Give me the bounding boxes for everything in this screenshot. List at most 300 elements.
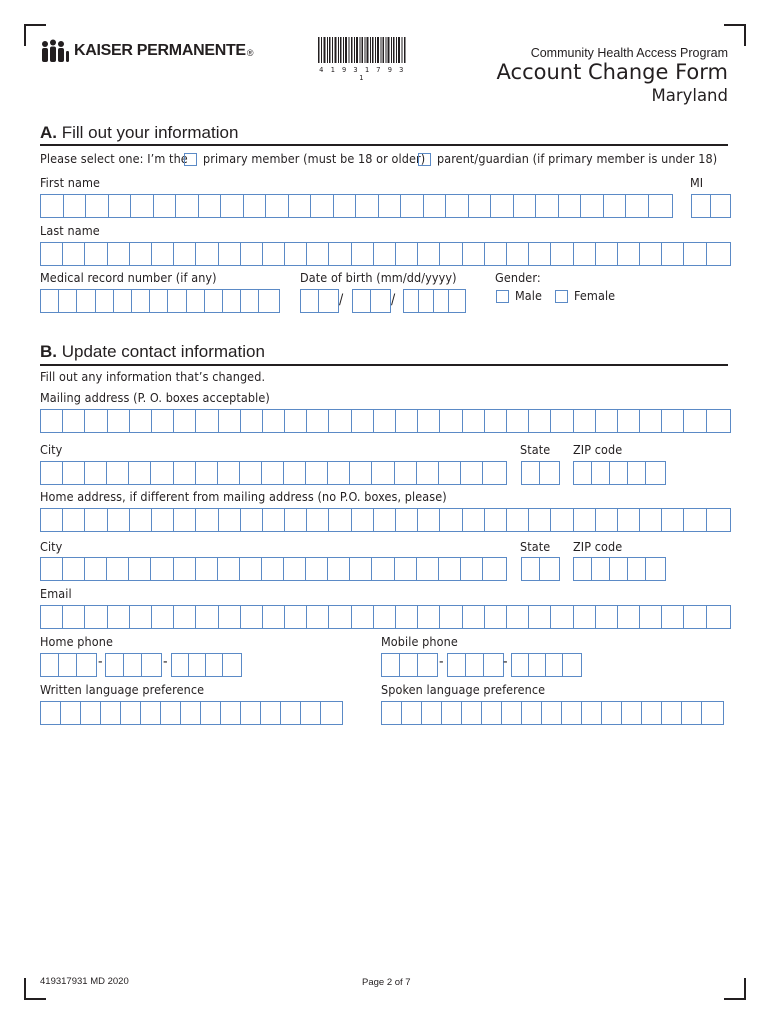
char-cell[interactable] xyxy=(289,195,312,217)
char-cell[interactable] xyxy=(241,606,263,628)
char-cell[interactable] xyxy=(618,410,640,432)
char-cell[interactable] xyxy=(285,410,307,432)
char-cell[interactable] xyxy=(540,462,558,484)
char-cell[interactable] xyxy=(461,462,483,484)
char-cell[interactable] xyxy=(485,243,507,265)
char-cell[interactable] xyxy=(307,509,329,531)
char-cell[interactable] xyxy=(41,509,63,531)
char-cell[interactable] xyxy=(461,558,483,580)
char-cell[interactable] xyxy=(417,462,439,484)
char-cell[interactable] xyxy=(109,195,132,217)
char-cell[interactable] xyxy=(196,606,218,628)
home-address-field[interactable] xyxy=(40,508,731,532)
dob-month-field[interactable] xyxy=(300,289,339,313)
char-cell[interactable] xyxy=(241,290,259,312)
char-cell[interactable] xyxy=(41,702,61,724)
char-cell[interactable] xyxy=(168,290,186,312)
char-cell[interactable] xyxy=(241,243,263,265)
char-cell[interactable] xyxy=(261,702,281,724)
char-cell[interactable] xyxy=(219,509,241,531)
state2-field[interactable] xyxy=(521,557,560,581)
mrn-field[interactable] xyxy=(40,289,280,313)
char-cell[interactable] xyxy=(206,654,223,676)
char-cell[interactable] xyxy=(463,606,485,628)
char-cell[interactable] xyxy=(596,509,618,531)
char-cell[interactable] xyxy=(262,462,284,484)
char-cell[interactable] xyxy=(152,410,174,432)
char-cell[interactable] xyxy=(374,509,396,531)
char-cell[interactable] xyxy=(63,509,85,531)
char-cell[interactable] xyxy=(507,243,529,265)
home-phone-line[interactable] xyxy=(171,653,242,677)
char-cell[interactable] xyxy=(662,702,682,724)
char-cell[interactable] xyxy=(507,509,529,531)
char-cell[interactable] xyxy=(77,290,95,312)
char-cell[interactable] xyxy=(582,702,602,724)
char-cell[interactable] xyxy=(85,509,107,531)
char-cell[interactable] xyxy=(263,509,285,531)
char-cell[interactable] xyxy=(529,243,551,265)
char-cell[interactable] xyxy=(172,654,189,676)
char-cell[interactable] xyxy=(108,606,130,628)
char-cell[interactable] xyxy=(306,462,328,484)
char-cell[interactable] xyxy=(396,509,418,531)
char-cell[interactable] xyxy=(640,410,662,432)
char-cell[interactable] xyxy=(400,654,418,676)
char-cell[interactable] xyxy=(176,195,199,217)
last-name-field[interactable] xyxy=(40,242,731,266)
char-cell[interactable] xyxy=(395,462,417,484)
char-cell[interactable] xyxy=(174,509,196,531)
char-cell[interactable] xyxy=(130,410,152,432)
char-cell[interactable] xyxy=(484,654,502,676)
char-cell[interactable] xyxy=(219,410,241,432)
char-cell[interactable] xyxy=(307,410,329,432)
char-cell[interactable] xyxy=(107,462,129,484)
char-cell[interactable] xyxy=(266,195,289,217)
city-field[interactable] xyxy=(40,461,507,485)
char-cell[interactable] xyxy=(85,462,107,484)
dob-day-field[interactable] xyxy=(352,289,391,313)
char-cell[interactable] xyxy=(662,243,684,265)
char-cell[interactable] xyxy=(396,606,418,628)
char-cell[interactable] xyxy=(196,243,218,265)
home-phone-area[interactable] xyxy=(40,653,97,677)
char-cell[interactable] xyxy=(174,243,196,265)
char-cell[interactable] xyxy=(85,606,107,628)
char-cell[interactable] xyxy=(574,462,592,484)
char-cell[interactable] xyxy=(329,606,351,628)
char-cell[interactable] xyxy=(529,509,551,531)
char-cell[interactable] xyxy=(150,290,168,312)
char-cell[interactable] xyxy=(442,702,462,724)
char-cell[interactable] xyxy=(189,654,206,676)
char-cell[interactable] xyxy=(483,558,505,580)
char-cell[interactable] xyxy=(353,290,371,312)
char-cell[interactable] xyxy=(130,243,152,265)
char-cell[interactable] xyxy=(301,290,319,312)
char-cell[interactable] xyxy=(646,558,664,580)
char-cell[interactable] xyxy=(581,195,604,217)
char-cell[interactable] xyxy=(86,195,109,217)
char-cell[interactable] xyxy=(59,654,77,676)
char-cell[interactable] xyxy=(221,195,244,217)
char-cell[interactable] xyxy=(350,462,372,484)
char-cell[interactable] xyxy=(106,654,124,676)
char-cell[interactable] xyxy=(551,243,573,265)
char-cell[interactable] xyxy=(218,558,240,580)
char-cell[interactable] xyxy=(574,410,596,432)
char-cell[interactable] xyxy=(485,606,507,628)
char-cell[interactable] xyxy=(529,410,551,432)
char-cell[interactable] xyxy=(205,290,223,312)
char-cell[interactable] xyxy=(187,290,205,312)
char-cell[interactable] xyxy=(356,195,379,217)
char-cell[interactable] xyxy=(63,558,85,580)
char-cell[interactable] xyxy=(101,702,121,724)
char-cell[interactable] xyxy=(418,606,440,628)
char-cell[interactable] xyxy=(618,606,640,628)
char-cell[interactable] xyxy=(662,509,684,531)
char-cell[interactable] xyxy=(77,654,95,676)
char-cell[interactable] xyxy=(41,243,63,265)
char-cell[interactable] xyxy=(574,243,596,265)
char-cell[interactable] xyxy=(372,558,394,580)
char-cell[interactable] xyxy=(218,462,240,484)
char-cell[interactable] xyxy=(41,410,63,432)
char-cell[interactable] xyxy=(604,195,627,217)
char-cell[interactable] xyxy=(439,558,461,580)
char-cell[interactable] xyxy=(640,606,662,628)
char-cell[interactable] xyxy=(610,558,628,580)
char-cell[interactable] xyxy=(152,509,174,531)
char-cell[interactable] xyxy=(440,410,462,432)
char-cell[interactable] xyxy=(502,702,522,724)
email-field[interactable] xyxy=(40,605,731,629)
char-cell[interactable] xyxy=(130,606,152,628)
state-field[interactable] xyxy=(521,461,560,485)
char-cell[interactable] xyxy=(63,410,85,432)
char-cell[interactable] xyxy=(329,243,351,265)
char-cell[interactable] xyxy=(649,195,672,217)
char-cell[interactable] xyxy=(81,702,101,724)
char-cell[interactable] xyxy=(174,462,196,484)
char-cell[interactable] xyxy=(281,702,301,724)
char-cell[interactable] xyxy=(463,509,485,531)
char-cell[interactable] xyxy=(334,195,357,217)
char-cell[interactable] xyxy=(514,195,537,217)
char-cell[interactable] xyxy=(371,290,389,312)
char-cell[interactable] xyxy=(181,702,201,724)
char-cell[interactable] xyxy=(448,654,466,676)
char-cell[interactable] xyxy=(161,702,181,724)
char-cell[interactable] xyxy=(596,243,618,265)
char-cell[interactable] xyxy=(63,462,85,484)
char-cell[interactable] xyxy=(352,509,374,531)
char-cell[interactable] xyxy=(618,509,640,531)
char-cell[interactable] xyxy=(563,654,580,676)
char-cell[interactable] xyxy=(402,702,422,724)
mobile-phone-area[interactable] xyxy=(381,653,438,677)
char-cell[interactable] xyxy=(319,290,337,312)
char-cell[interactable] xyxy=(263,410,285,432)
char-cell[interactable] xyxy=(374,410,396,432)
char-cell[interactable] xyxy=(329,410,351,432)
char-cell[interactable] xyxy=(201,702,221,724)
char-cell[interactable] xyxy=(522,558,540,580)
char-cell[interactable] xyxy=(507,606,529,628)
char-cell[interactable] xyxy=(522,702,542,724)
char-cell[interactable] xyxy=(419,290,434,312)
char-cell[interactable] xyxy=(259,290,277,312)
char-cell[interactable] xyxy=(702,702,722,724)
char-cell[interactable] xyxy=(418,243,440,265)
char-cell[interactable] xyxy=(449,290,464,312)
char-cell[interactable] xyxy=(379,195,402,217)
char-cell[interactable] xyxy=(707,410,729,432)
char-cell[interactable] xyxy=(640,243,662,265)
char-cell[interactable] xyxy=(114,290,132,312)
char-cell[interactable] xyxy=(63,243,85,265)
char-cell[interactable] xyxy=(151,462,173,484)
char-cell[interactable] xyxy=(463,243,485,265)
char-cell[interactable] xyxy=(199,195,222,217)
char-cell[interactable] xyxy=(85,410,107,432)
char-cell[interactable] xyxy=(396,410,418,432)
mobile-phone-line[interactable] xyxy=(511,653,582,677)
char-cell[interactable] xyxy=(551,509,573,531)
zip-field[interactable] xyxy=(573,461,666,485)
char-cell[interactable] xyxy=(41,654,59,676)
char-cell[interactable] xyxy=(542,702,562,724)
char-cell[interactable] xyxy=(130,509,152,531)
char-cell[interactable] xyxy=(151,558,173,580)
char-cell[interactable] xyxy=(540,558,558,580)
char-cell[interactable] xyxy=(529,654,546,676)
char-cell[interactable] xyxy=(684,243,706,265)
char-cell[interactable] xyxy=(223,654,240,676)
char-cell[interactable] xyxy=(711,195,730,217)
spoken-language-field[interactable] xyxy=(381,701,724,725)
char-cell[interactable] xyxy=(311,195,334,217)
char-cell[interactable] xyxy=(129,558,151,580)
char-cell[interactable] xyxy=(602,702,622,724)
char-cell[interactable] xyxy=(536,195,559,217)
char-cell[interactable] xyxy=(41,606,63,628)
char-cell[interactable] xyxy=(396,243,418,265)
char-cell[interactable] xyxy=(446,195,469,217)
char-cell[interactable] xyxy=(108,243,130,265)
char-cell[interactable] xyxy=(41,195,64,217)
char-cell[interactable] xyxy=(485,509,507,531)
char-cell[interactable] xyxy=(418,509,440,531)
char-cell[interactable] xyxy=(307,606,329,628)
char-cell[interactable] xyxy=(707,243,729,265)
char-cell[interactable] xyxy=(85,558,107,580)
char-cell[interactable] xyxy=(466,654,484,676)
char-cell[interactable] xyxy=(439,462,461,484)
char-cell[interactable] xyxy=(562,702,582,724)
char-cell[interactable] xyxy=(382,702,402,724)
char-cell[interactable] xyxy=(131,195,154,217)
char-cell[interactable] xyxy=(352,606,374,628)
char-cell[interactable] xyxy=(285,243,307,265)
char-cell[interactable] xyxy=(41,290,59,312)
zip2-field[interactable] xyxy=(573,557,666,581)
char-cell[interactable] xyxy=(382,654,400,676)
char-cell[interactable] xyxy=(404,290,419,312)
char-cell[interactable] xyxy=(546,654,563,676)
char-cell[interactable] xyxy=(682,702,702,724)
char-cell[interactable] xyxy=(196,462,218,484)
char-cell[interactable] xyxy=(64,195,87,217)
char-cell[interactable] xyxy=(196,410,218,432)
char-cell[interactable] xyxy=(152,606,174,628)
char-cell[interactable] xyxy=(559,195,582,217)
female-checkbox[interactable] xyxy=(555,290,568,303)
char-cell[interactable] xyxy=(262,558,284,580)
char-cell[interactable] xyxy=(129,462,151,484)
char-cell[interactable] xyxy=(174,558,196,580)
char-cell[interactable] xyxy=(592,558,610,580)
char-cell[interactable] xyxy=(372,462,394,484)
char-cell[interactable] xyxy=(574,606,596,628)
char-cell[interactable] xyxy=(551,606,573,628)
char-cell[interactable] xyxy=(152,243,174,265)
char-cell[interactable] xyxy=(306,558,328,580)
char-cell[interactable] xyxy=(285,509,307,531)
char-cell[interactable] xyxy=(59,290,77,312)
char-cell[interactable] xyxy=(618,243,640,265)
char-cell[interactable] xyxy=(301,702,321,724)
home-phone-prefix[interactable] xyxy=(105,653,162,677)
primary-member-checkbox[interactable] xyxy=(184,153,197,166)
char-cell[interactable] xyxy=(522,462,540,484)
char-cell[interactable] xyxy=(219,606,241,628)
char-cell[interactable] xyxy=(422,702,442,724)
char-cell[interactable] xyxy=(241,410,263,432)
char-cell[interactable] xyxy=(491,195,514,217)
char-cell[interactable] xyxy=(263,606,285,628)
written-language-field[interactable] xyxy=(40,701,343,725)
char-cell[interactable] xyxy=(418,410,440,432)
char-cell[interactable] xyxy=(196,558,218,580)
char-cell[interactable] xyxy=(395,558,417,580)
dob-year-field[interactable] xyxy=(403,289,466,313)
char-cell[interactable] xyxy=(551,410,573,432)
char-cell[interactable] xyxy=(154,195,177,217)
char-cell[interactable] xyxy=(640,509,662,531)
char-cell[interactable] xyxy=(628,558,646,580)
char-cell[interactable] xyxy=(626,195,649,217)
char-cell[interactable] xyxy=(141,702,161,724)
char-cell[interactable] xyxy=(174,606,196,628)
char-cell[interactable] xyxy=(417,558,439,580)
char-cell[interactable] xyxy=(107,558,129,580)
char-cell[interactable] xyxy=(219,243,241,265)
char-cell[interactable] xyxy=(692,195,711,217)
char-cell[interactable] xyxy=(61,702,81,724)
char-cell[interactable] xyxy=(440,606,462,628)
char-cell[interactable] xyxy=(574,509,596,531)
char-cell[interactable] xyxy=(284,462,306,484)
char-cell[interactable] xyxy=(221,702,241,724)
char-cell[interactable] xyxy=(63,606,85,628)
char-cell[interactable] xyxy=(108,509,130,531)
char-cell[interactable] xyxy=(424,195,447,217)
char-cell[interactable] xyxy=(507,410,529,432)
char-cell[interactable] xyxy=(241,509,263,531)
char-cell[interactable] xyxy=(418,654,436,676)
char-cell[interactable] xyxy=(596,410,618,432)
char-cell[interactable] xyxy=(241,702,261,724)
first-name-field[interactable] xyxy=(40,194,673,218)
char-cell[interactable] xyxy=(329,509,351,531)
char-cell[interactable] xyxy=(41,558,63,580)
male-checkbox[interactable] xyxy=(496,290,509,303)
char-cell[interactable] xyxy=(174,410,196,432)
char-cell[interactable] xyxy=(374,243,396,265)
mobile-phone-prefix[interactable] xyxy=(447,653,504,677)
char-cell[interactable] xyxy=(240,462,262,484)
char-cell[interactable] xyxy=(684,410,706,432)
char-cell[interactable] xyxy=(374,606,396,628)
char-cell[interactable] xyxy=(684,509,706,531)
char-cell[interactable] xyxy=(328,462,350,484)
char-cell[interactable] xyxy=(512,654,529,676)
char-cell[interactable] xyxy=(610,462,628,484)
char-cell[interactable] xyxy=(707,606,729,628)
char-cell[interactable] xyxy=(628,462,646,484)
char-cell[interactable] xyxy=(108,410,130,432)
char-cell[interactable] xyxy=(574,558,592,580)
char-cell[interactable] xyxy=(263,243,285,265)
char-cell[interactable] xyxy=(124,654,142,676)
char-cell[interactable] xyxy=(485,410,507,432)
char-cell[interactable] xyxy=(469,195,492,217)
char-cell[interactable] xyxy=(284,558,306,580)
char-cell[interactable] xyxy=(85,243,107,265)
char-cell[interactable] xyxy=(196,509,218,531)
char-cell[interactable] xyxy=(684,606,706,628)
char-cell[interactable] xyxy=(596,606,618,628)
char-cell[interactable] xyxy=(285,606,307,628)
char-cell[interactable] xyxy=(662,606,684,628)
char-cell[interactable] xyxy=(142,654,160,676)
char-cell[interactable] xyxy=(321,702,341,724)
char-cell[interactable] xyxy=(462,702,482,724)
char-cell[interactable] xyxy=(482,702,502,724)
char-cell[interactable] xyxy=(307,243,329,265)
char-cell[interactable] xyxy=(240,558,262,580)
char-cell[interactable] xyxy=(244,195,267,217)
char-cell[interactable] xyxy=(642,702,662,724)
char-cell[interactable] xyxy=(707,509,729,531)
char-cell[interactable] xyxy=(121,702,141,724)
char-cell[interactable] xyxy=(41,462,63,484)
char-cell[interactable] xyxy=(622,702,642,724)
char-cell[interactable] xyxy=(96,290,114,312)
parent-guardian-checkbox[interactable] xyxy=(418,153,431,166)
char-cell[interactable] xyxy=(529,606,551,628)
char-cell[interactable] xyxy=(483,462,505,484)
char-cell[interactable] xyxy=(223,290,241,312)
char-cell[interactable] xyxy=(350,558,372,580)
char-cell[interactable] xyxy=(440,243,462,265)
char-cell[interactable] xyxy=(662,410,684,432)
mailing-address-field[interactable] xyxy=(40,409,731,433)
char-cell[interactable] xyxy=(592,462,610,484)
